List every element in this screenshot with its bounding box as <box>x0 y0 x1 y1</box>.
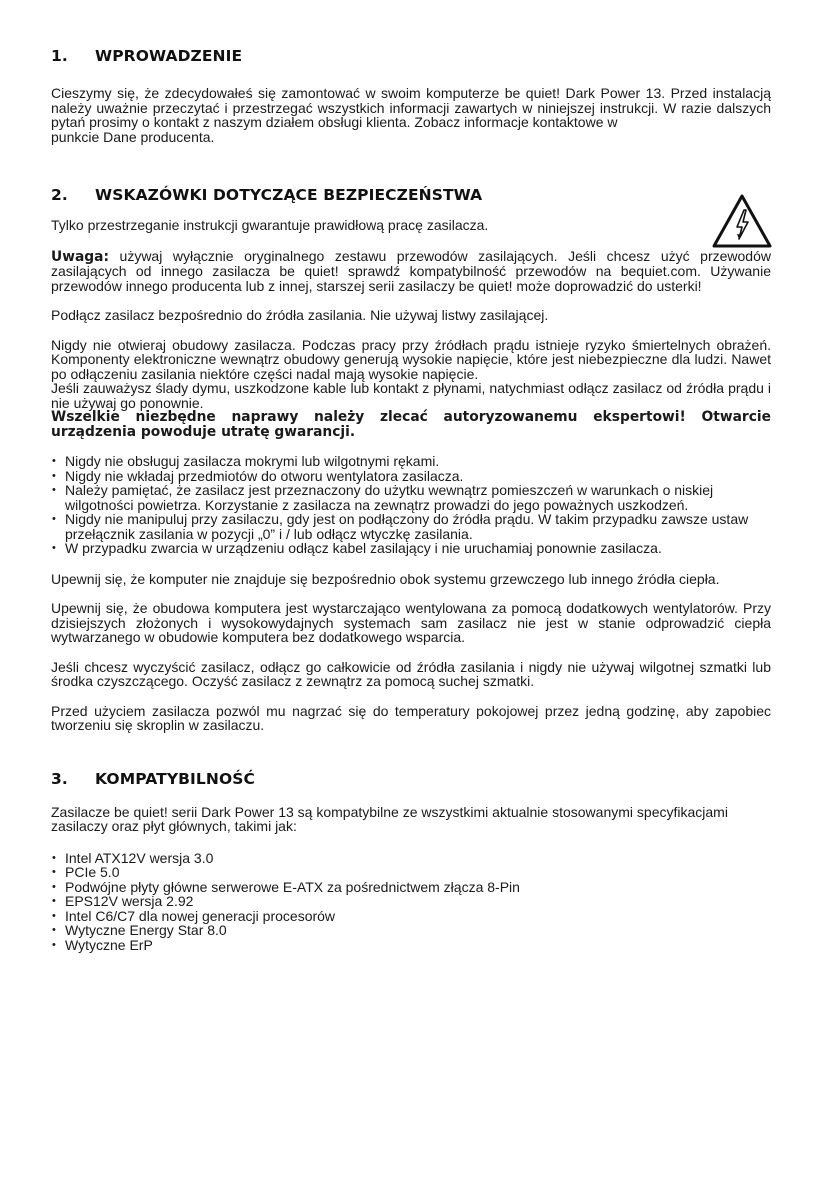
section-1-heading <box>51 47 771 65</box>
list-item: • Nigdy nie manipuluj przy zasilaczu, gdy jest on podłączony do źródła prądu. W takim przypadku zawsze ustaw przełącznik zasilania w pozycji „0” i / lub odłącz wtyczkę zasilania. <box>51 512 771 541</box>
compat-paragraph: Zasilacze be quiet! serii Dark Power 13 są kompatybilne ze wszystkimi aktualnie stosowanymi specyfikacjami <box>51 803 728 820</box>
intro-paragraph: Cieszymy się, że zdecydowałeś się zamontować w swoim komputerze be quiet! Dark Power 13. Przed instalacją należy uważnie przeczytać i przestrzegać wszystkich informacji zawartych w niniejszej instrukcji. W razie dalszych pytań prosimy o kontakt z naszym działem obsługi klienta. Zobacz informacje kontaktowe w <box>51 85 771 130</box>
compat-list <box>51 851 771 953</box>
list-item: • EPS12V wersja 2.92 <box>51 894 771 909</box>
warning-text: używaj wyłącznie oryginalnego zestawu przewodów zasilających. Jeśli chcesz użyć przewodów zasilających od innego zasilacza be quiet! sprawdź kompatybilność przewodów na bequiet.com. Używanie przewodów innego producenta lub z innej, starszej serii zasilaczy be quiet! może doprowadzić do usterki! <box>51 247 771 294</box>
list-item: • Nigdy nie obsługuj zasilacza mokrymi lub wilgotnymi rękami. <box>51 454 771 469</box>
list-item: • Intel ATX12V wersja 3.0 <box>51 851 771 866</box>
cleaning-paragraph: Jeśli chcesz wyczyścić zasilacz, odłącz go całkowicie od źródła zasilania i nigdy nie używaj wilgotnej szmatki lub środka czyszczącego. Oczyść zasilacz z zewnątrz za pomocą suchej szmatki. <box>51 658 771 689</box>
list-item: • Intel C6/C7 dla nowej generacji procesorów <box>51 909 771 924</box>
heat-paragraph: Upewnij się, że komputer nie znajduje się bezpośrednio obok systemu grzewczego lub innego źródła ciepła. <box>51 570 720 587</box>
ventilation-paragraph: Upewnij się, że obudowa komputera jest wystarczająco wentylowana za pomocą dodatkowych wentylatorów. Przy dzisiejszych złożonych i wysokowydajnych systemach sam zasilacz nie jest w stanie odprowadzić ciepła wytwarzanego w obudowie komputera bez dodatkowego wsparcia. <box>51 600 771 645</box>
condensation-paragraph: Przed użyciem zasilacza pozwól mu nagrzać się do temperatury pokojowej przez jedną godzinę, aby zapobiec tworzeniu się skroplin w zasilaczu. <box>51 702 771 733</box>
section-title: KOMPATYBILNOŚĆ <box>95 769 255 788</box>
section-number: 2. <box>51 186 68 204</box>
section-number: 1. <box>51 47 68 65</box>
list-item: • Podwójne płyty główne serwerowe E-ATX za pośrednictwem złącza 8-Pin <box>51 880 771 895</box>
warning-paragraph <box>51 249 771 294</box>
list-item: • PCIe 5.0 <box>51 865 771 880</box>
list-item: • Należy pamiętać, że zasilacz jest przeznaczony do użytku wewnątrz pomieszczeń w warunkach o niskiej wilgotności powietrza. Korzystanie z zasilacza na zewnątrz prowadzi do jego poważnych uszkodzeń. <box>51 483 771 512</box>
manual-page <box>51 47 771 952</box>
section-3-heading <box>51 770 771 788</box>
high-voltage-warning-icon <box>711 193 773 249</box>
never-open-paragraph: Nigdy nie otwieraj obudowy zasilacza. Podczas pracy przy źródłach prądu istnieje ryzyko śmiertelnych obrażeń. Komponenty elektroniczne wewnątrz obudowy generują wysokie napięcie, które jest niebezpieczne dla ludzi. Nawet po odłączeniu zasilania niektóre części nadal mają wysokie napięcie. <box>51 336 771 382</box>
section-title: WPROWADZENIE <box>95 47 243 65</box>
list-item: • Nigdy nie wkładaj przedmiotów do otworu wentylatora zasilacza. <box>51 469 771 484</box>
list-item: • W przypadku zwarcia w urządzeniu odłącz kabel zasilający i nie uruchamiaj ponownie zasilacza. <box>51 541 771 556</box>
list-item: • Wytyczne ErP <box>51 938 771 953</box>
compat-paragraph-end: zasilaczy oraz płyt głównych, takimi jak: <box>51 818 297 834</box>
section-title: WSKAZÓWKI DOTYCZĄCE BEZPIECZEŃSTWA <box>95 186 483 204</box>
safety-list <box>51 454 771 556</box>
smoke-paragraph: Jeśli zauważysz ślady dymu, uszkodzone kable lub kontakt z płynami, natychmiast odłącz zasilacz od źródła prądu i nie używaj go ponownie. <box>51 380 771 411</box>
intro-paragraph-end: punkcie Dane producenta. <box>51 128 215 145</box>
safety-intro: Tylko przestrzeganie instrukcji gwarantuje prawidłową pracę zasilacza. <box>51 217 489 233</box>
section-number: 3. <box>51 769 68 788</box>
warning-label: Uwaga: <box>51 248 109 265</box>
connect-paragraph: Podłącz zasilacz bezpośrednio do źródła zasilania. Nie używaj listwy zasilającej. <box>51 307 549 323</box>
section-2-heading <box>51 186 771 204</box>
list-item: • Wytyczne Energy Star 8.0 <box>51 923 771 938</box>
repair-warning: Wszelkie niezbędne naprawy należy zlecać autoryzowanemu ekspertowi! Otwarcie urządzenia powoduje utratę gwarancji. <box>51 409 771 440</box>
